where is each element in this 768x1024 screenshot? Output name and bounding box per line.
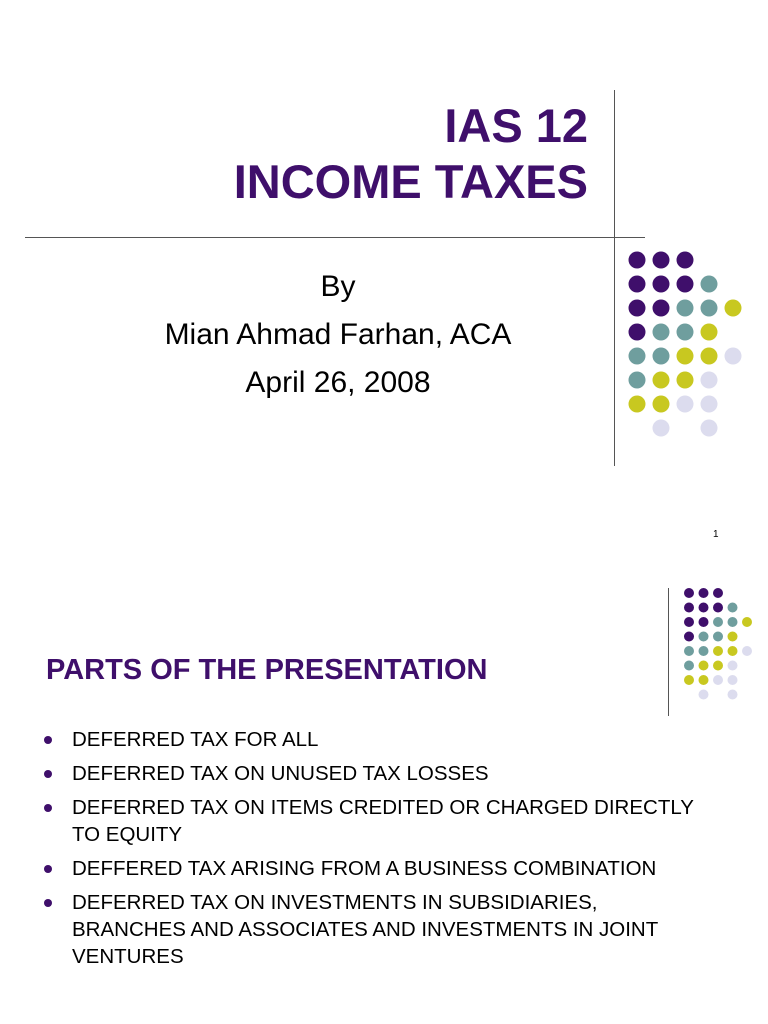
dot-grid-decoration [625, 250, 750, 440]
dot-yellow [684, 675, 694, 685]
dot-purple [629, 276, 646, 293]
dot-teal [701, 276, 718, 293]
dot-purple [677, 276, 694, 293]
dot-purple [677, 252, 694, 269]
dot-teal [699, 632, 709, 642]
dot-yellow [677, 372, 694, 389]
dot-yellow [713, 646, 723, 656]
dot-teal [677, 324, 694, 341]
dot-purple [653, 276, 670, 293]
bullet-text: DEFERRED TAX ON ITEMS CREDITED OR CHARGED DIRECTLY TO EQUITY [72, 796, 694, 846]
dot-purple [684, 588, 694, 598]
dot-grid-decoration [680, 586, 760, 701]
dot-yellow [629, 396, 646, 413]
horizontal-divider [25, 237, 645, 238]
dot-lavender [701, 372, 718, 389]
dot-lavender [701, 396, 718, 413]
dot-yellow [713, 661, 723, 671]
dot-yellow [701, 324, 718, 341]
vertical-divider [614, 90, 615, 466]
dot-teal [713, 617, 723, 627]
dot-purple [699, 603, 709, 613]
dot-purple [684, 617, 694, 627]
dot-teal [629, 348, 646, 365]
bullet-icon [44, 899, 52, 907]
page-number: 1 [713, 529, 719, 540]
dot-yellow [677, 348, 694, 365]
dot-purple [684, 632, 694, 642]
dot-yellow [728, 632, 738, 642]
dot-purple [699, 617, 709, 627]
slide-2 [0, 558, 768, 1024]
dot-yellow [725, 300, 742, 317]
list-item [44, 889, 704, 970]
dot-lavender [713, 675, 723, 685]
dot-lavender [677, 396, 694, 413]
dot-teal [629, 372, 646, 389]
dot-yellow [699, 661, 709, 671]
dot-purple [629, 324, 646, 341]
dot-lavender [699, 690, 709, 700]
slide-title [234, 98, 588, 210]
dot-teal [677, 300, 694, 317]
dot-lavender [653, 420, 670, 437]
bullet-icon [44, 865, 52, 873]
dot-purple [713, 588, 723, 598]
presentation-date: April 26, 2008 [245, 366, 431, 399]
dot-yellow [742, 617, 752, 627]
dot-yellow [653, 372, 670, 389]
dot-lavender [725, 348, 742, 365]
bullet-text: DEFFERED TAX ARISING FROM A BUSINESS COMBINATION [72, 857, 657, 880]
dot-purple [653, 252, 670, 269]
bullet-list [44, 726, 704, 977]
dot-yellow [699, 675, 709, 685]
list-item [44, 760, 704, 787]
dot-purple [653, 300, 670, 317]
bullet-icon [44, 804, 52, 812]
dot-teal [653, 348, 670, 365]
dot-lavender [728, 690, 738, 700]
bullet-icon [44, 770, 52, 778]
list-item [44, 794, 704, 848]
dot-teal [699, 646, 709, 656]
list-item [44, 726, 704, 753]
dot-lavender [728, 675, 738, 685]
title-line-1: IAS 12 [444, 99, 588, 152]
dot-teal [713, 632, 723, 642]
dot-yellow [728, 646, 738, 656]
dot-teal [684, 661, 694, 671]
dot-teal [684, 646, 694, 656]
title-line-2: INCOME TAXES [233, 155, 588, 208]
bullet-text: DEFERRED TAX ON INVESTMENTS IN SUBSIDIARIES, BRANCHES AND ASSOCIATES AND INVESTMENTS IN JOINT VENTURES [72, 891, 658, 968]
bullet-icon [44, 736, 52, 744]
dot-teal [728, 603, 738, 613]
bullet-text: DEFERRED TAX FOR ALL [72, 728, 319, 751]
dot-purple [713, 603, 723, 613]
dot-lavender [701, 420, 718, 437]
dot-lavender [742, 646, 752, 656]
dot-teal [701, 300, 718, 317]
dot-teal [728, 617, 738, 627]
by-label: By [320, 270, 356, 303]
dot-yellow [653, 396, 670, 413]
dot-purple [629, 300, 646, 317]
dot-purple [684, 603, 694, 613]
dot-purple [699, 588, 709, 598]
dot-teal [653, 324, 670, 341]
dot-yellow [701, 348, 718, 365]
list-item [44, 855, 704, 882]
dot-lavender [728, 661, 738, 671]
slide-heading: PARTS OF THE PRESENTATION [46, 654, 488, 686]
author-block [120, 263, 556, 407]
author-name: Mian Ahmad Farhan, ACA [164, 318, 512, 351]
bullet-text: DEFERRED TAX ON UNUSED TAX LOSSES [72, 762, 489, 785]
vertical-divider [668, 588, 669, 716]
dot-purple [629, 252, 646, 269]
